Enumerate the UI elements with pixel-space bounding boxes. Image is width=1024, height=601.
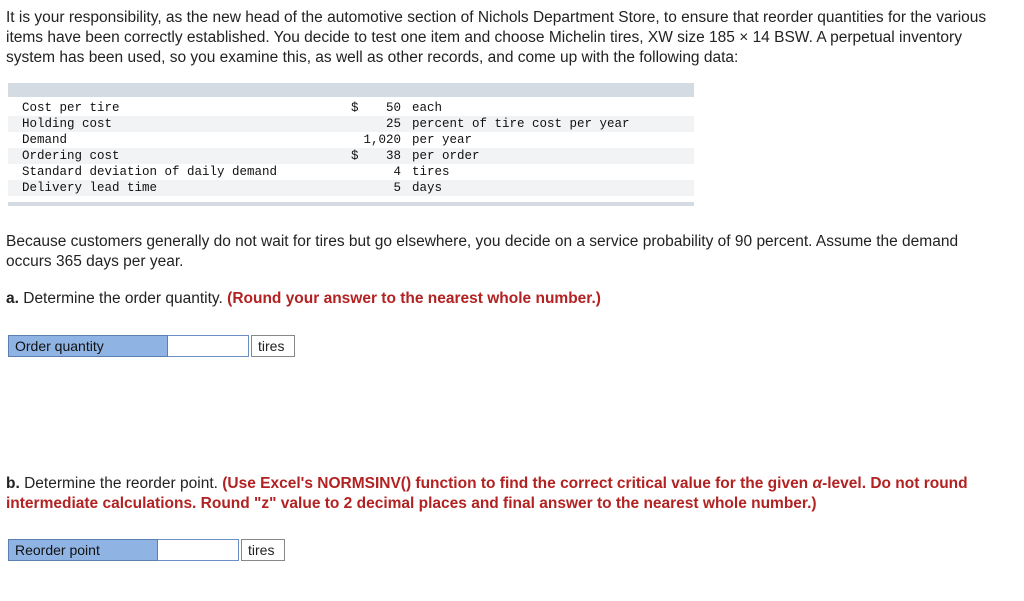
question-b-note-part2: -level. Do not round intermediate calculations. Round "z" value to 2 decimal places and final answer to the nearest whole number.) <box>6 475 968 512</box>
row-unit: tires <box>412 165 450 179</box>
row-value: 38 <box>385 149 401 163</box>
order-quantity-input[interactable] <box>168 335 249 357</box>
order-quantity-label: Order quantity <box>8 335 168 357</box>
row-currency: $ <box>351 101 359 115</box>
question-a-note: (Round your answer to the nearest whole number.) <box>227 290 601 307</box>
row-label: Demand <box>22 133 68 147</box>
row-value: 5 <box>393 181 401 195</box>
table-row <box>8 180 694 196</box>
table-row <box>8 132 694 148</box>
question-b <box>6 474 1006 514</box>
row-label: Holding cost <box>22 117 113 131</box>
reorder-point-label: Reorder point <box>8 539 158 561</box>
reorder-point-unit: tires <box>241 539 285 561</box>
question-a <box>6 289 1006 309</box>
row-unit: each <box>412 101 443 115</box>
table-row <box>8 148 694 164</box>
order-quantity-answer <box>8 335 295 357</box>
question-b-note-part1: (Use Excel's NORMSINV() function to find the correct critical value for the given <box>222 475 813 492</box>
row-label: Cost per tire <box>22 101 120 115</box>
problem-intro: It is your responsibility, as the new head of the automotive section of Nichols Department Store, to ensure that reorder quantities for the various items have been correctly established. You decide to test one item and choose Michelin tires, XW size 185 × 14 BSW. A perpetual inventory system has been used, so you examine this, as well as other records, and come up with the following data: <box>6 9 987 66</box>
question-a-text: Determine the order quantity. <box>18 290 228 307</box>
row-label: Delivery lead time <box>22 181 158 195</box>
table-row <box>8 164 694 180</box>
row-label: Standard deviation of daily demand <box>22 165 278 179</box>
question-a-letter: a. <box>6 290 19 307</box>
table-top-band <box>8 83 694 97</box>
data-table <box>8 100 694 196</box>
reorder-point-input[interactable] <box>158 539 239 561</box>
row-currency: $ <box>351 149 359 163</box>
service-probability-paragraph: Because customers generally do not wait for tires but go elsewhere, you decide on a service probability of 90 percent. Assume the demand occurs 365 days per year. <box>6 233 959 270</box>
table-row <box>8 100 694 116</box>
row-value: 50 <box>385 101 401 115</box>
row-value: 4 <box>393 165 401 179</box>
table-bottom-band <box>8 202 694 206</box>
row-label: Ordering cost <box>22 149 120 163</box>
question-b-text: Determine the reorder point. <box>19 475 223 492</box>
row-unit: per order <box>412 149 480 163</box>
question-b-letter: b. <box>6 475 20 492</box>
table-row <box>8 116 694 132</box>
question-b-alpha: α <box>812 475 823 492</box>
reorder-point-answer <box>8 539 285 561</box>
row-unit: per year <box>412 133 473 147</box>
row-unit: days <box>412 181 443 195</box>
row-value: 1,020 <box>363 133 401 147</box>
row-unit: percent of tire cost per year <box>412 117 630 131</box>
order-quantity-unit: tires <box>251 335 295 357</box>
row-value: 25 <box>385 117 401 131</box>
